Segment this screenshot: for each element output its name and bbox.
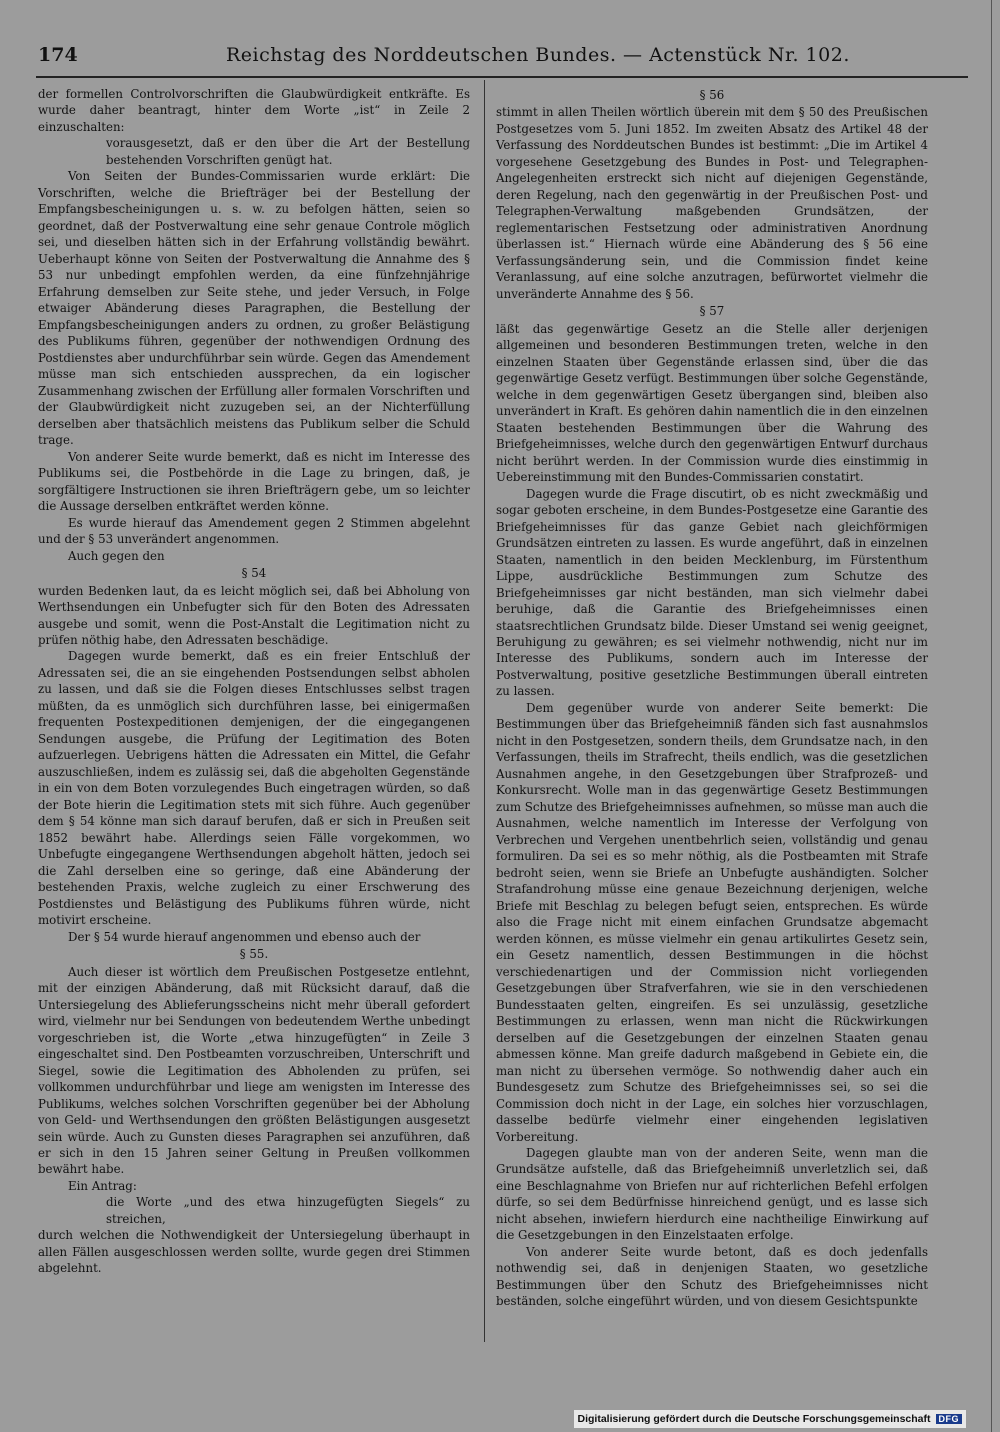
paragraph: Der § 54 wurde hierauf angenommen und ebenso auch der — [68, 929, 421, 944]
scan-edge-line — [991, 0, 992, 1432]
page-number: 174 — [38, 44, 78, 66]
right-column — [496, 86, 928, 1310]
paragraph: Von anderer Seite wurde betont, daß es doch jedenfalls nothwendig sei, daß in denjenigen Staaten, wo gesetzliche Bestimmungen über den Schutz des Briefgeheimnisses nicht beständen, solche eingeführt würden, und von diesem Gesichtspunkte — [496, 1244, 928, 1309]
paragraph: Ein Antrag: — [68, 1178, 137, 1193]
column-separator — [484, 80, 485, 1342]
paragraph: läßt das gegenwärtige Gesetz an die Stelle aller derjenigen allgemeinen und besonderen Bestimmungen treten, welche in den einzelnen Staaten über Gegenstände erlassen sind, über die das gegenwärtige Gesetz verfügt. Bestimmungen über solche Gegenstände, welche in dem gegenwärtigen Gesetz übergangen sind, bleiben also unverändert in Kraft. Es gehören dahin namentlich die in den einzelnen Staaten bestehenden Bestimmungen über die Wahrung des Briefgeheimnisses, welche durch den gegenwärtigen Entwurf durchaus nicht berührt werden. In der Commission wurde dies einstimmig in Uebereinstimmung mit den Bundes-Commissarien constatirt. — [496, 321, 928, 485]
paragraph: Dagegen wurde bemerkt, daß es ein freier Entschluß der Adressaten sei, die an sie eingehenden Postsendungen selbst abholen zu lassen, und daß sie die Folgen dieses Entschlusses selbst tragen müßten, da es unmöglich sich durchführen lasse, bei einigermaßen frequenten Postexpeditionen demjenigen, der die eingegangenen Sendungen ausgebe, die Prüfung der Legitimation des Boten aufzuerlegen. Uebrigens hätten die Adressaten ein Mittel, die Gefahr auszuschließen, indem es zulässig sei, daß die abgeholten Gegenstände in ein von dem Boten vorzulegendes Buch eingetragen würden, so daß der Bote hierin die Legitimation stets mit sich führe. Auch gegenüber dem § 54 könne man sich darauf berufen, daß er sich in Preußen seit 1852 bewährt habe. Allerdings seien Fälle vorgekommen, wo Unbefugte eingegangene Werthsendungen abgeholt hätten, jedoch sei die Zahl derselben eine so geringe, daß eine Abänderung der bestehenden Praxis, welche zugleich zu einer Erschwerung des Postdienstes und Belästigung des Publikums führen würde, nicht motivirt erscheine. — [38, 649, 470, 928]
paragraph: Dagegen wurde die Frage discutirt, ob es nicht zweckmäßig und sogar geboten erscheine, in dem Bundes-Postgesetze eine Garantie des Briefgeheimnisses für das ganze Gebiet nach gleichförmigen Grundsätzen eintreten zu lassen. Es wurde angeführt, daß in einzelnen Staaten, namentlich in den beiden Mecklenburg, im Fürstenthum Lippe, ausdrückliche Bestimmungen zum Schutze des Briefgeheimnisses gar nicht beständen, man sich vielmehr dabei beruhige, daß die Garantie des Briefgeheimnisses einen staatsrechtlichen Grundsatz bilde. Dieser Umstand sei wenig geeignet, Beruhigung zu gewähren; es sei vielmehr nothwendig, nicht nur im Interesse des Publikums, sondern auch im Interesse der Postverwaltung, positive gesetzliche Bestimmungen überall eintreten zu lassen. — [496, 486, 928, 699]
left-column — [38, 86, 470, 1277]
section-heading: § 56 — [699, 88, 725, 102]
paragraph: Auch gegen den — [68, 548, 165, 563]
paragraph: Von anderer Seite wurde bemerkt, daß es nicht im Interesse des Publikums sei, die Postbehörde in die Lage zu bringen, daß, je sorgfältigere Instructionen sie ihren Briefträgern gebe, um so leichter die Aussage derselben entkräftet werden könne. — [38, 449, 470, 514]
page-header — [38, 44, 968, 76]
paragraph: durch welchen die Nothwendigkeit der Untersiegelung überhaupt in allen Fällen ausgeschlossen werden sollte, wurde gegen drei Stimmen abgelehnt. — [38, 1228, 470, 1276]
footer-text: Digitalisierung gefördert durch die Deutsche Forschungsgemeinschaft — [577, 1413, 931, 1425]
paragraph: vorausgesetzt, daß er den über die Art der Bestellung bestehenden Vorschriften genügt hat. — [106, 136, 470, 167]
header-rule — [36, 76, 968, 78]
paragraph: Von Seiten der Bundes-Commissarien wurde erklärt: Die Vorschriften, welche die Briefträger bei der Bestellung der Empfangsbescheinigungen u. s. w. zu befolgen hätten, seien so geordnet, daß der Postverwaltung eine sehr genaue Controle möglich sei, und dieselben hätten sich in der Erfahrung vollständig bewährt. Ueberhaupt könne von Seiten der Postverwaltung die Annahme des § 53 nur unbedingt empfohlen werden, da eine fünfzehnjährige Erfahrung demselben zur Seite stehe, und jeder Versuch, in Folge etwaiger Abänderung dieses Paragraphen, die Bestellung der Empfangsbescheinigungen anders zu ordnen, zu großer Belästigung des Publikums führen, gegenüber der nothwendigen Ordnung des Postdienstes aber undurchführbar sein würde. Gegen das Amendement müsse man sich entschieden aussprechen, da ein logischer Zusammenhang zwischen der Erfüllung aller formalen Vorschriften und der Glaubwürdigkeit nicht zuzugeben sei, an der Nichterfüllung derselben aber thatsächlich meistens das Publikum selber die Schuld trage. — [38, 169, 470, 448]
paragraph: Dem gegenüber wurde von anderer Seite bemerkt: Die Bestimmungen über das Briefgeheimniß fänden sich fast ausnahmslos nicht in den Postgesetzen, sondern theils, dem Grundsatze nach, in den Verfassungen, theils im Strafrecht, theils endlich, was die gesetzlichen Ausnahmen angehe, in den Gesetzgebungen über Strafprozeß- und Konkursrecht. Wolle man in das gegenwärtige Gesetz Bestimmungen zum Schutze des Briefgeheimnisses aufnehmen, so müsse man auch die Ausnahmen, welche namentlich im Interesse der Verfolgung von Verbrechen und Vergehen unentbehrlich seien, vollständig und genau formuliren. Da sei es so mehr nöthig, als die Postbeamten mit Strafe bedroht seien, wenn sie Briefe an Unbefugte aushändigten. Solcher Strafandrohung müsse eine genaue Bezeichnung derjenigen, welche Briefe mit Beschlag zu belegen befugt seien, entsprechen. Es würde also die Frage nicht mit einem einfachen Grundsatze abgemacht werden können, es müsse vielmehr ein genau artikulirtes Gesetz sein, ein Gesetz namentlich, dessen Bestimmungen in die höchst verschiedenartigen und der Commission nicht vorliegenden Gesetzgebungen über Strafverfahren, wie sie in den verschiedenen Bundesstaaten gelten, eingreifen. Es sei unzulässig, gesetzliche Bestimmungen zu erlassen, wenn man nicht die Rückwirkungen derselben auf die Gesetzgebungen der einzelnen Staaten genau abmessen könne. Man greife dadurch maßgebend in Gebiete ein, die man nicht zu übersehen vermöge. So nothwendig daher auch ein Bundesgesetz zum Schutze des Briefgeheimnisses sei, so sei die Commission doch nicht in der Lage, ein solches hier vorzuschlagen, dasselbe bedürfe vielmehr einer eingehenden legislativen Vorbereitung. — [496, 700, 928, 1144]
paragraph: stimmt in allen Theilen wörtlich überein mit dem § 50 des Preußischen Postgesetzes vom 5. Juni 1852. Im zweiten Absatz des Artikel 48 der Verfassung des Norddeutschen Bundes ist bestimmt: „Die im Artikel 4 vorgesehene Gesetzgebung des Bundes in Post- und Telegraphen-Angelegenheiten erstreckt sich nicht auf diejenigen Gegenstände, deren Regelung, nach den gegenwärtig in der Preußischen Post- und Telegraphen-Verwaltung maßgebenden Grundsätzen, der reglementarischen Festsetzung oder administrativen Anordnung überlassen ist.“ Hiernach würde eine Abänderung des § 56 eine Verfassungsänderung sein, und die Commission findet keine Veranlassung, auf eine solche anzutragen, befürwortet vielmehr die unveränderte Annahme des § 56. — [496, 105, 928, 301]
paragraph: Auch dieser ist wörtlich dem Preußischen Postgesetze entlehnt, mit der einzigen Abänderung, daß mit Rücksicht darauf, daß die Untersiegelung des Ablieferungsscheins nicht mehr überall gefordert wird, vielmehr nur bei Sendungen von bedeutendem Werthe unbedingt vorgeschrieben ist, die Worte „etwa hinzugefügten“ in Zeile 3 eingeschaltet sind. Den Postbeamten vorzuschreiben, Unterschrift und Siegel, sowie die Legitimation des Abholenden zu prüfen, sei vollkommen undurchführbar und liege am wenigsten im Interesse des Publikums, welches solchen Vorschriften gegenüber bei der Abholung von Geld- und Werthsendungen den größten Belästigungen ausgesetzt sein würde. Auch zu Gunsten dieses Paragraphen sei anzuführen, daß er sich in den 15 Jahren seiner Geltung in Preußen vollkommen bewährt habe. — [38, 964, 470, 1177]
paragraph: die Worte „und des etwa hinzugefügten Siegels“ zu streichen, — [106, 1195, 470, 1226]
paragraph: wurden Bedenken laut, da es leicht möglich sei, daß bei Abholung von Werthsendungen ein Unbefugter sich für den Boten des Adressaten ausgebe und somit, wenn die Post-Anstalt die Legitimation nicht zu prüfen nöthig habe, den Adressaten beschädige. — [38, 583, 470, 647]
paragraph: der formellen Controlvorschriften die Glaubwürdigkeit entkräfte. Es wurde daher beantragt, hinter dem Worte „ist“ in Zeile 2 einzuschalten: — [38, 87, 470, 134]
paragraph: Dagegen glaubte man von der anderen Seite, wenn man die Grundsätze aufstelle, daß das Briefgeheimniß unverletzlich sei, daß eine Beschlagnahme von Briefen nur auf richterlichen Befehl erfolgen dürfe, so sei dem Bedürfnisse hinreichend genügt, und es lasse sich nicht absehen, inwiefern hierdurch eine nachtheilige Einwirkung auf die Gesetzgebungen in den Einzelstaaten erfolge. — [496, 1146, 928, 1243]
paragraph: Es wurde hierauf das Amendement gegen 2 Stimmen abgelehnt und der § 53 unverändert angenommen. — [38, 515, 470, 547]
section-heading: § 55. — [239, 947, 269, 962]
dfg-logo: DFG — [936, 1414, 963, 1424]
section-heading: § 57 — [699, 304, 725, 319]
running-head: Reichstag des Norddeutschen Bundes. — Actenstück Nr. 102. — [226, 44, 850, 66]
digitization-footer — [574, 1410, 966, 1428]
section-heading: § 54 — [241, 566, 267, 581]
